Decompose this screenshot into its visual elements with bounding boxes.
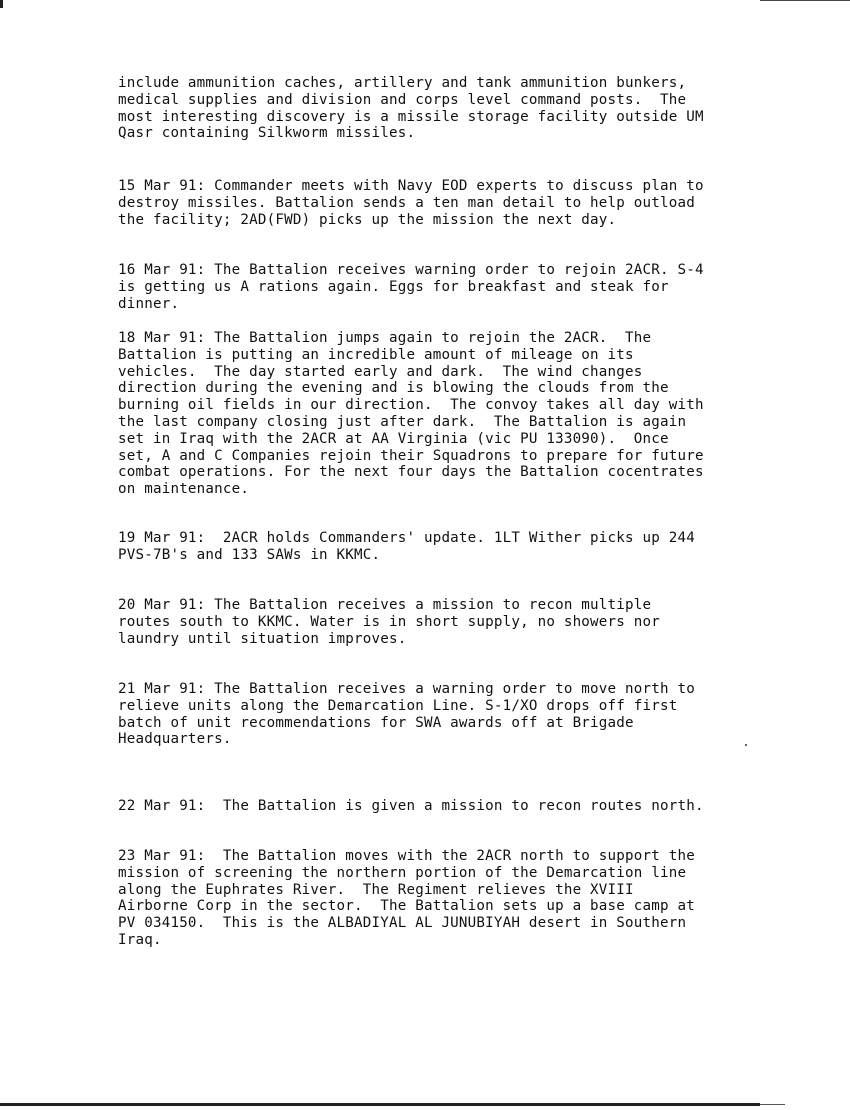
- entry-23-mar-91: 23 Mar 91: The Battalion moves with the 2ACR north to support the mission of screening the northern portion of the Demarcation line along the Euphrates River. The Regiment relieves the XVIII Airborne Corp in the sector. The Battalion sets up a base camp at PV 034150. This is the ALBADIYAL AL JUNUBIYAH desert in Southern Iraq.: [118, 848, 695, 948]
- entry-continuation: include ammunition caches, artillery and tank ammunition bunkers, medical supplies and division and corps level command posts. The most interesting discovery is a missile storage facility outside UM Qasr containing Silkworm missiles.: [118, 75, 704, 142]
- scan-edge-line: [760, 0, 850, 1]
- scan-edge-mark: [0, 0, 3, 8]
- entry-15-mar-91: 15 Mar 91: Commander meets with Navy EOD experts to discuss plan to destroy missiles. Battalion sends a ten man detail to help outload the facility; 2AD(FWD) picks up the mission the next day.: [118, 178, 704, 228]
- entry-18-mar-91: 18 Mar 91: The Battalion jumps again to rejoin the 2ACR. The Battalion is putting an incredible amount of mileage on its vehicles. The day started early and dark. The wind changes direction during the evening and is blowing the clouds from the burning oil fields in our direction. The convoy takes all day with the last company closing just after dark. The Battalion is again set in Iraq with the 2ACR at AA Virginia (vic PU 133090). Once set, A and C Companies rejoin their Squadrons to prepare for future combat operations. For the next four days the Battalion cocentrates on maintenance.: [118, 330, 704, 498]
- scan-bottom-border-tail: [760, 1104, 785, 1105]
- entry-22-mar-91: 22 Mar 91: The Battalion is given a mission to recon routes north.: [118, 798, 704, 814]
- entry-19-mar-91: 19 Mar 91: 2ACR holds Commanders' update. 1LT Wither picks up 244 PVS-7B's and 133 SAWs in KKMC.: [118, 530, 695, 563]
- entry-16-mar-91: 16 Mar 91: The Battalion receives warning order to rejoin 2ACR. S-4 is getting us A rations again. Eggs for breakfast and steak for dinner.: [118, 262, 704, 312]
- entry-21-mar-91: 21 Mar 91: The Battalion receives a warning order to move north to relieve units along the Demarcation Line. S-1/XO drops off first batch of unit recommendations for SWA awards off at Brigade Headquarters.: [118, 681, 695, 748]
- scan-bottom-border: [0, 1103, 760, 1106]
- entry-20-mar-91: 20 Mar 91: The Battalion receives a mission to recon multiple routes south to KKMC. Water is in short supply, no showers nor laundry until situation improves.: [118, 597, 660, 647]
